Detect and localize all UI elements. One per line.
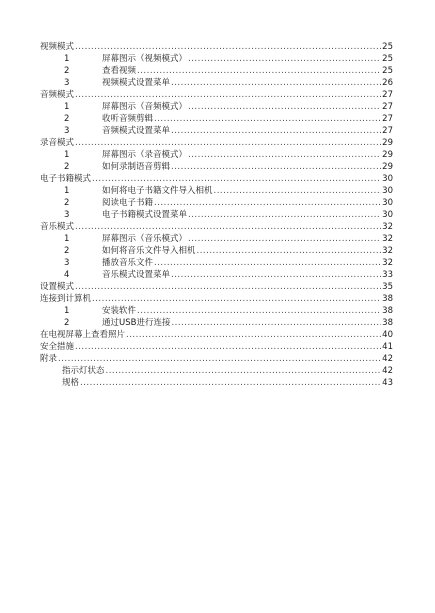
toc-subsection-entry[interactable]: [40, 149, 393, 161]
dot-leader: [171, 269, 381, 281]
toc-entry-title: 屏幕图示（音频模式）: [102, 102, 188, 112]
toc-entry-title: 附录: [40, 354, 58, 364]
dot-leader: [75, 41, 381, 53]
toc-entry-title: 电子书籍模式设置菜单: [102, 210, 188, 220]
toc-subsection-entry[interactable]: [40, 209, 393, 221]
toc-section-entry[interactable]: [40, 137, 393, 149]
toc-subsection-entry[interactable]: [40, 125, 393, 137]
dot-leader: [188, 101, 381, 113]
toc-page-number: 42: [382, 354, 393, 364]
toc-entry-title: 录音模式: [40, 138, 75, 148]
dot-leader: [126, 329, 381, 341]
toc-entry-number: 2: [64, 318, 70, 328]
toc-subsection-entry[interactable]: [40, 65, 393, 77]
toc-page-number: 42: [382, 366, 393, 376]
dot-leader: [75, 89, 381, 101]
toc-page-number: 30: [382, 198, 393, 208]
toc-entry-title: 视频模式设置菜单: [102, 78, 171, 88]
dot-leader: [188, 233, 381, 245]
toc-page-number: 33: [382, 270, 393, 280]
toc-entry-title: 音频模式设置菜单: [102, 126, 171, 136]
dot-leader: [188, 149, 381, 161]
toc-entry-number: 2: [64, 246, 70, 256]
dot-leader: [80, 377, 381, 389]
toc-subsection-entry[interactable]: [40, 77, 393, 89]
toc-subsection-entry[interactable]: [40, 113, 393, 125]
toc-subsection-entry[interactable]: [40, 185, 393, 197]
dot-leader: [92, 293, 381, 305]
toc-entry-title: 播放音乐文件: [102, 258, 154, 268]
toc-entry-number: 3: [64, 78, 70, 88]
toc-entry-title: 音乐模式设置菜单: [102, 270, 171, 280]
toc-entry-number: 2: [64, 66, 70, 76]
toc-subsection-entry[interactable]: [40, 365, 393, 377]
toc-entry-number: 1: [64, 234, 70, 244]
toc-subsection-entry[interactable]: [40, 377, 393, 389]
toc-entry-number: 1: [64, 102, 70, 112]
toc-page-number: 30: [382, 186, 393, 196]
toc-entry-title: 连接到计算机: [40, 294, 92, 304]
toc-entry-title: 在电视屏幕上查看照片: [40, 330, 126, 340]
toc-entry-title: 设置模式: [40, 282, 75, 292]
toc-page-number: 27: [382, 114, 393, 124]
toc-page-number: 25: [382, 42, 393, 52]
toc-page-number: 29: [382, 138, 393, 148]
toc-subsection-entry[interactable]: [40, 317, 393, 329]
toc-subsection-entry[interactable]: [40, 101, 393, 113]
toc-section-entry[interactable]: [40, 329, 393, 341]
toc-subsection-entry[interactable]: [40, 233, 393, 245]
toc-page-number: 30: [382, 174, 393, 184]
toc-entry-number: 3: [64, 210, 70, 220]
toc-entry-title: 屏幕图示（音乐模式）: [102, 234, 188, 244]
toc-entry-number: 2: [64, 114, 70, 124]
toc-page-number: 27: [382, 126, 393, 136]
dot-leader: [154, 113, 381, 125]
toc-entry-title: 如何录制语音剪辑: [102, 162, 171, 172]
toc-entry-title: 收听音频剪辑: [102, 114, 154, 124]
toc-entry-title: 通过USB进行连接: [102, 318, 171, 328]
toc-entry-number: 3: [64, 126, 70, 136]
toc-subsection-entry[interactable]: [40, 305, 393, 317]
dot-leader: [92, 173, 381, 185]
toc-page-number: 29: [382, 150, 393, 160]
table-of-contents: [40, 41, 393, 389]
dot-leader: [75, 341, 381, 353]
toc-section-entry[interactable]: [40, 221, 393, 233]
toc-section-entry[interactable]: [40, 293, 393, 305]
toc-page-number: 40: [382, 330, 393, 340]
toc-entry-title: 如何将音乐文件导入相机: [102, 246, 196, 256]
toc-entry-number: 2: [64, 198, 70, 208]
toc-section-entry[interactable]: [40, 281, 393, 293]
dot-leader: [137, 305, 381, 317]
dot-leader: [154, 257, 381, 269]
toc-entry-number: 1: [64, 306, 70, 316]
dot-leader: [197, 245, 382, 257]
toc-page-number: 32: [382, 246, 393, 256]
toc-entry-title: 音乐模式: [40, 222, 75, 232]
toc-section-entry[interactable]: [40, 353, 393, 365]
dot-leader: [154, 197, 381, 209]
toc-entry-title: 阅读电子书籍: [102, 198, 154, 208]
toc-page-number: 32: [382, 258, 393, 268]
toc-page-number: 41: [382, 342, 393, 352]
dot-leader: [137, 65, 381, 77]
toc-section-entry[interactable]: [40, 173, 393, 185]
toc-page-number: 26: [382, 78, 393, 88]
dot-leader: [75, 281, 381, 293]
dot-leader: [214, 185, 382, 197]
toc-subsection-entry[interactable]: [40, 257, 393, 269]
toc-section-entry[interactable]: [40, 341, 393, 353]
toc-subsection-entry[interactable]: [40, 161, 393, 173]
toc-page-number: 35: [382, 282, 393, 292]
toc-entry-number: 4: [64, 270, 70, 280]
dot-leader: [171, 317, 381, 329]
toc-section-entry[interactable]: [40, 41, 393, 53]
toc-page-number: 25: [382, 66, 393, 76]
toc-entry-title: 查看视频: [102, 66, 137, 76]
toc-page-number: 32: [382, 234, 393, 244]
toc-entry-number: 3: [64, 258, 70, 268]
toc-entry-title: 安全措施: [40, 342, 75, 352]
toc-entry-number: 1: [64, 186, 70, 196]
toc-subsection-entry[interactable]: [40, 269, 393, 281]
dot-leader: [188, 209, 381, 221]
toc-entry-title: 屏幕图示（录音模式）: [102, 150, 188, 160]
toc-entry-title: 音频模式: [40, 90, 75, 100]
toc-section-entry[interactable]: [40, 89, 393, 101]
toc-page-number: 38: [382, 294, 393, 304]
toc-page-number: 27: [382, 90, 393, 100]
toc-entry-title: 屏幕图示（视频模式）: [102, 54, 188, 64]
toc-entry-title: 指示灯状态: [62, 366, 105, 376]
toc-page-number: 30: [382, 210, 393, 220]
toc-page-number: 38: [382, 318, 393, 328]
dot-leader: [171, 77, 381, 89]
toc-subsection-entry[interactable]: [40, 245, 393, 257]
toc-entry-number: 1: [64, 54, 70, 64]
dot-leader: [75, 221, 381, 233]
toc-page-number: 38: [382, 306, 393, 316]
dot-leader: [106, 365, 382, 377]
toc-entry-number: 1: [64, 150, 70, 160]
toc-subsection-entry[interactable]: [40, 53, 393, 65]
dot-leader: [171, 161, 381, 173]
dot-leader: [171, 125, 381, 137]
toc-entry-title: 视频模式: [40, 42, 75, 52]
toc-page-number: 25: [382, 54, 393, 64]
toc-entry-title: 电子书籍模式: [40, 174, 92, 184]
toc-page-number: 27: [382, 102, 393, 112]
toc-page-number: 32: [382, 222, 393, 232]
dot-leader: [75, 137, 381, 149]
toc-page-number: 43: [382, 378, 393, 388]
toc-entry-number: 2: [64, 162, 70, 172]
dot-leader: [188, 53, 381, 65]
toc-page-number: 29: [382, 162, 393, 172]
toc-entry-title: 规格: [62, 378, 80, 388]
toc-entry-title: 安装软件: [102, 306, 137, 316]
toc-entry-title: 如何将电子书籍文件导入相机: [102, 186, 213, 196]
toc-subsection-entry[interactable]: [40, 197, 393, 209]
dot-leader: [58, 353, 381, 365]
